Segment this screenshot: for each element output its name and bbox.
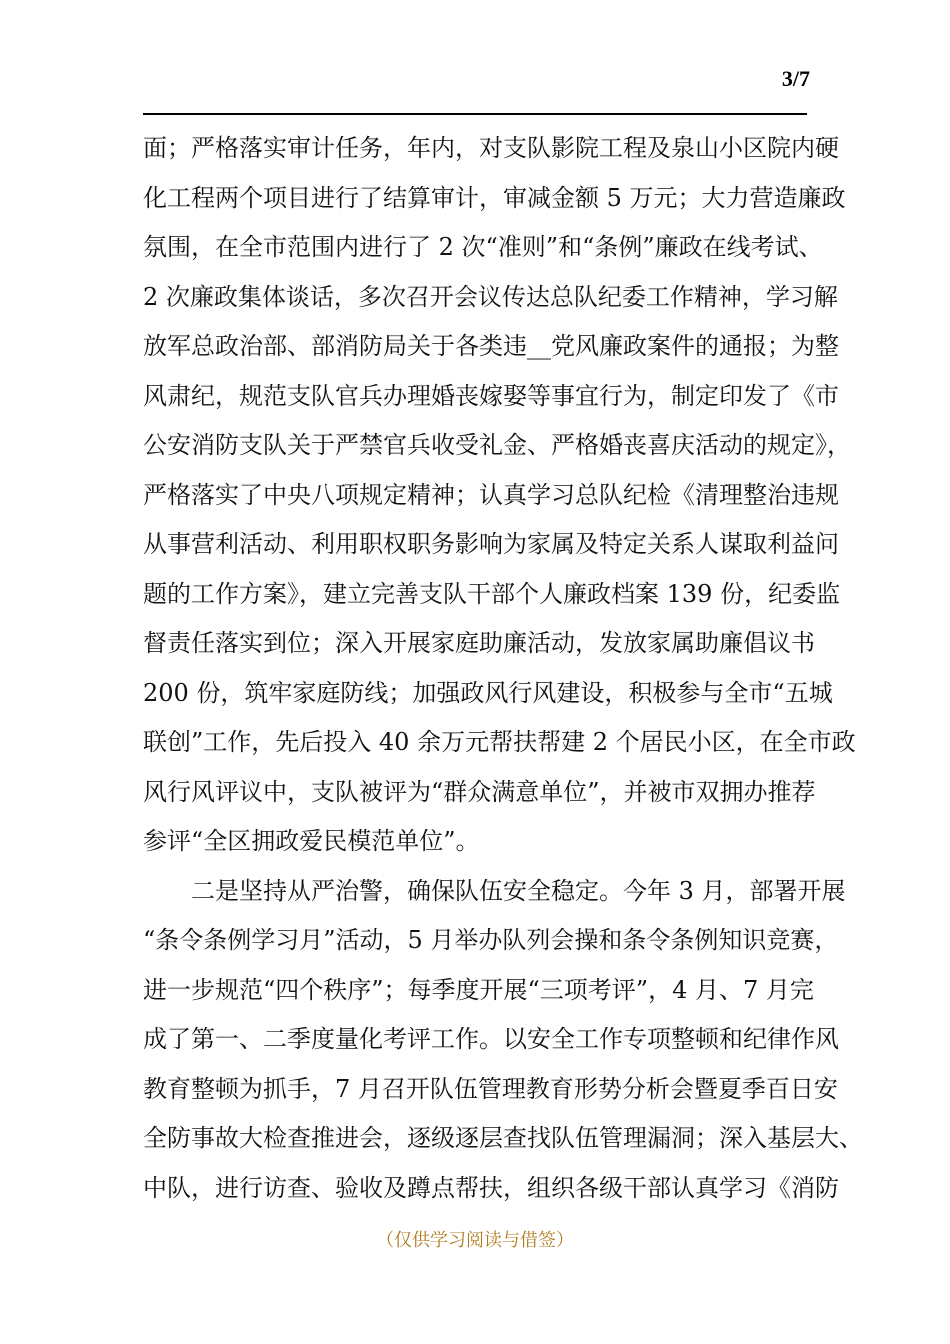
text-line: 进一步规范“四个秩序”；每季度开展“三项考评”，4 月、7 月完 xyxy=(143,975,814,1004)
footer-note: （仅供学习阅读与借签） xyxy=(376,1230,574,1251)
text-line: 风行风评议中，支队被评为“群众满意单位”，并被市双拥办推荐 xyxy=(143,777,816,806)
text-line: 参评“全区拥政爱民模范单位”。 xyxy=(143,827,480,855)
text-line: 面；严格落实审计任务，年内，对支队影院工程及泉山小区院内硬 xyxy=(143,134,839,162)
text-line: 氛围，在全市范围内进行了 2 次“准则”和“条例”廉政在线考试、 xyxy=(143,233,823,261)
text-line: 公安消防支队关于严禁官兵收受礼金、严格婚丧喜庆活动的规定》， xyxy=(143,431,851,459)
text-line: 从事营利活动、利用职权职务影响为家属及特定关系人谋取利益问 xyxy=(143,530,839,558)
text-line: 放军总政治部、部消防局关于各类违__党风廉政案件的通报；为整 xyxy=(143,332,839,360)
document-body xyxy=(143,124,863,1213)
text-line: 2 次廉政集体谈话，多次召开会议传达总队纪委工作精神，学习解 xyxy=(143,282,838,311)
page-number: 3/7 xyxy=(781,66,810,91)
text-line: 教育整顿为抓手，7 月召开队伍管理教育形势分析会暨夏季百日安 xyxy=(143,1074,838,1103)
text-line: 200 份，筑牢家庭防线；加强政风行风建设，积极参与全市“五城 xyxy=(143,678,833,707)
text-line: 题的工作方案》，建立完善支队干部个人廉政档案 139 份，纪委监 xyxy=(143,579,841,608)
text-line: 督责任落实到位；深入开展家庭助廉活动，发放家属助廉倡议书 xyxy=(143,629,815,657)
text-line: 联创”工作，先后投入 40 余万元帮扶帮建 2 个居民小区，在全市政 xyxy=(143,728,856,756)
text-line: 风肃纪，规范支队官兵办理婚丧嫁娶等事宜行为，制定印发了《市 xyxy=(143,381,839,410)
text-line: 全防事故大检查推进会，逐级逐层查找队伍管理漏洞；深入基层大、 xyxy=(143,1124,863,1152)
header-rule xyxy=(143,113,807,115)
text-line: 化工程两个项目进行了结算审计，审减金额 5 万元；大力营造廉政 xyxy=(143,183,846,212)
paragraph-first-line: 二是坚持从严治警，确保队伍安全稳定。今年 3 月，部署开展 xyxy=(191,876,846,905)
text-line: 严格落实了中央八项规定精神；认真学习总队纪检《清理整治违规 xyxy=(143,480,839,509)
text-line: 中队，进行访查、验收及蹲点帮扶，组织各级干部认真学习《消防 xyxy=(143,1173,839,1202)
text-line: 成了第一、二季度量化考评工作。以安全工作专项整顿和纪律作风 xyxy=(143,1025,839,1053)
text-line: “条令条例学习月”活动，5 月举办队列会操和条令条例知识竞赛， xyxy=(143,926,839,954)
